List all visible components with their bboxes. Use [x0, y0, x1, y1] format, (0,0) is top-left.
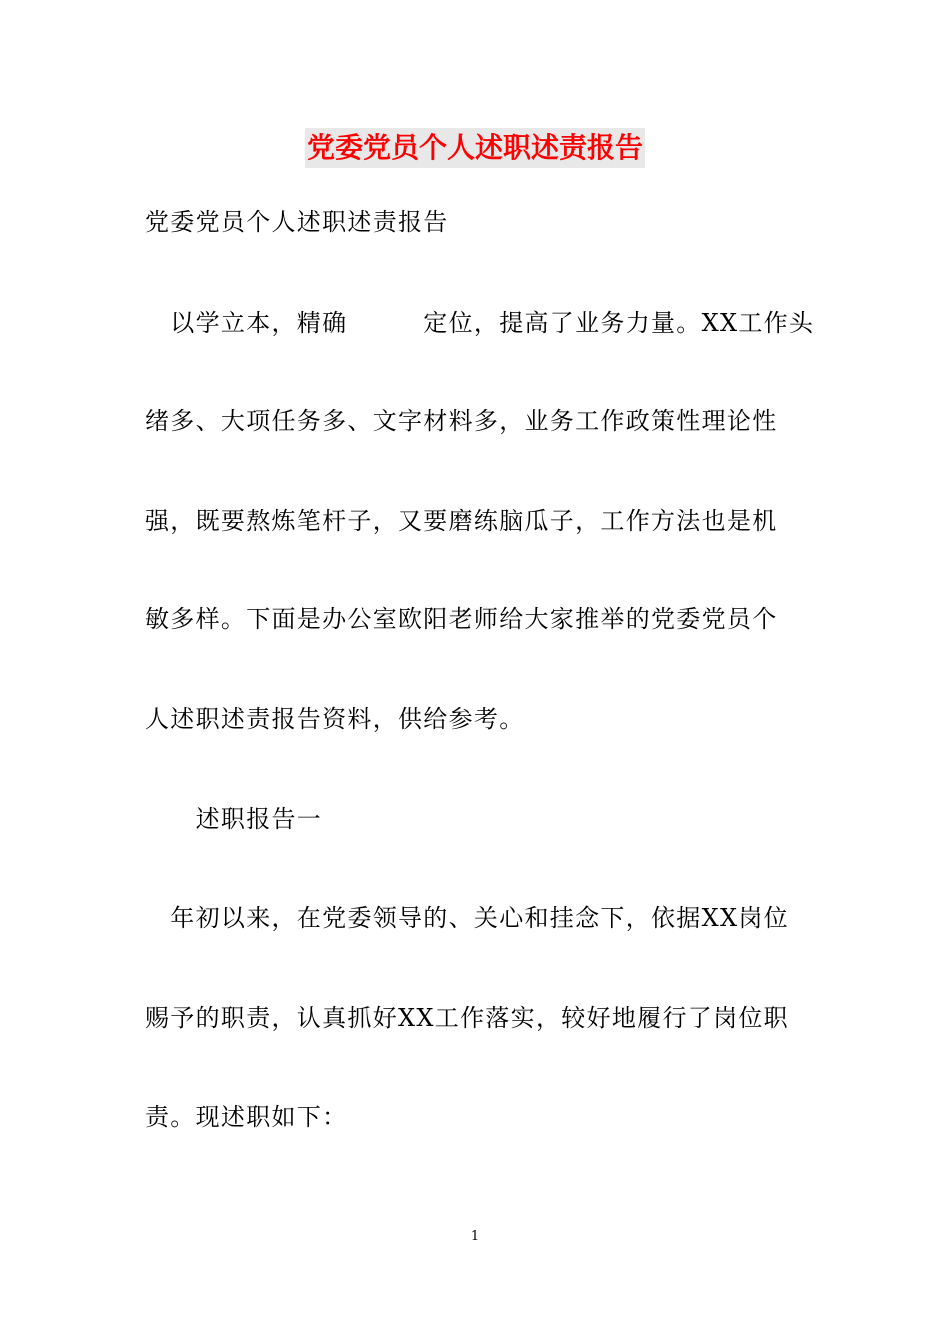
title-container [0, 128, 950, 168]
body-line-1: 以学立本，精确 定位，提高了业务力量。XX工作头 [145, 309, 815, 337]
body-line-2: 绪多、大项任务多、文字材料多，业务工作政策性理论性 [145, 407, 778, 435]
body-line-9: 责。现述职如下： [145, 1103, 348, 1131]
page-number: 1 [470, 1229, 480, 1244]
section-heading: 述职报告一 [145, 805, 323, 833]
body-line-5: 人述职述责报告资料，供给参考。 [145, 705, 525, 733]
body-line-8: 赐予的职责，认真抓好XX工作落实，较好地履行了岗位职 [145, 1004, 789, 1032]
subtitle-line: 党委党员个人述职述责报告 [145, 208, 449, 236]
document-title: 党委党员个人述职述责报告 [305, 128, 645, 168]
body-line-3: 强，既要熬炼笔杆子，又要磨练脑瓜子，工作方法也是机 [145, 507, 778, 535]
body-line-4: 敏多样。下面是办公室欧阳老师给大家推举的党委党员个 [145, 605, 778, 633]
body-line-7: 年初以来，在党委领导的、关心和挂念下，依据XX岗位 [145, 904, 789, 932]
